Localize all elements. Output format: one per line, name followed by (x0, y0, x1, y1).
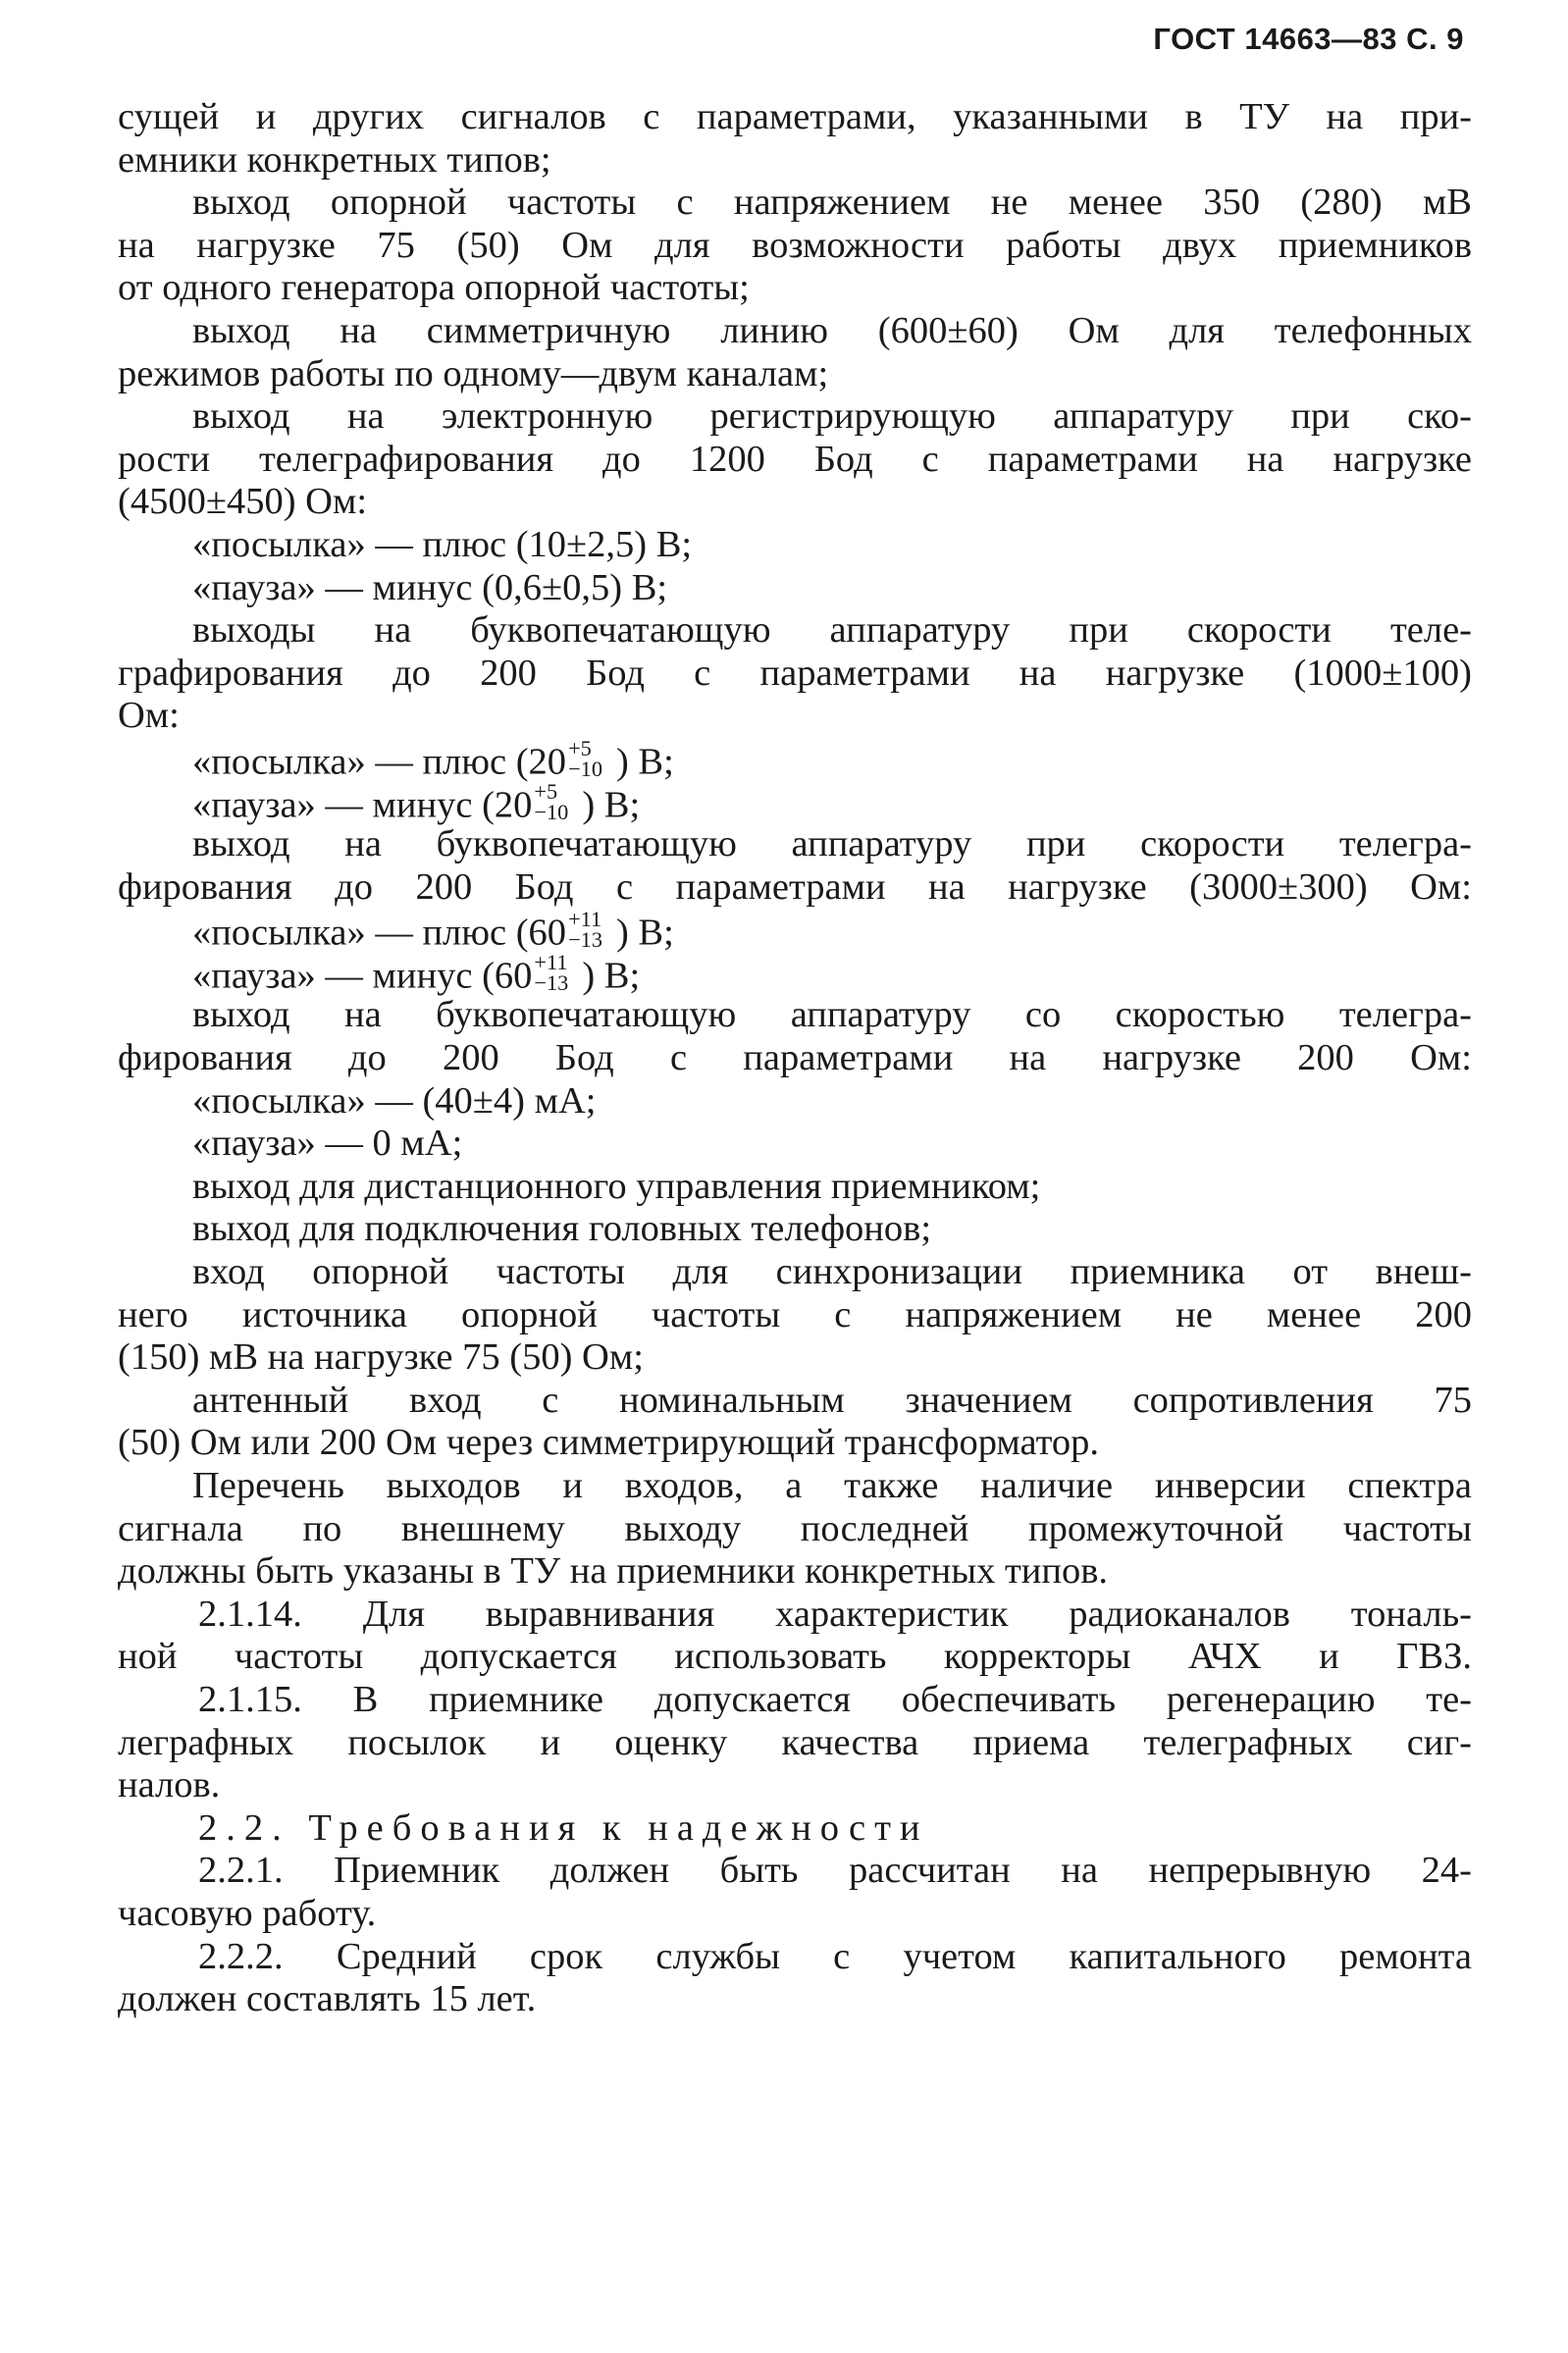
tolerance-lower: −13 (534, 970, 569, 996)
text-line: должен составлять 15 лет. (118, 1978, 537, 2020)
text-line: выход на симметричную линию (600±60) Ом для телефонных (192, 309, 1472, 351)
tolerance-lower: −10 (568, 757, 602, 782)
text-line: выход для дистанционного управления приемником; (192, 1165, 1041, 1207)
text-line: вход опорной частоты для синхронизации приемника от внеш- (192, 1251, 1472, 1293)
text-line: на нагрузке 75 (50) Ом для возможности работы двух приемников (118, 224, 1472, 266)
text-line: (4500±450) Ом: (118, 481, 368, 523)
text-line: фирования до 200 Бод с параметрами на нагрузке 200 Ом: (118, 1037, 1472, 1079)
text-line: режимов работы по одному—двум каналам; (118, 352, 829, 394)
tolerance (568, 735, 602, 782)
text-line: 2.2.1. Приемник должен быть рассчитан на непрерывную 24- (198, 1850, 1472, 1892)
formula-text: ) В; (615, 912, 674, 954)
tolerance (534, 949, 569, 996)
text-line: должны быть указаны в ТУ на приемники конкретных типов. (118, 1550, 1109, 1593)
text-line: емники конкретных типов; (118, 138, 551, 181)
tolerance-upper: +11 (534, 949, 568, 974)
text-line: «пауза» — 0 мА; (192, 1123, 463, 1165)
formula-text: «посылка» — плюс (20 (192, 741, 567, 783)
tolerance (568, 907, 602, 953)
tolerance-upper: +5 (568, 735, 592, 760)
text-line: сигнала по внешнему выходу последней промежуточной частоты (118, 1507, 1472, 1549)
text-line: от одного генератора опорной частоты; (118, 267, 750, 309)
page-header: ГОСТ 14663—83 С. 9 (1153, 22, 1464, 56)
text-line: (150) мВ на нагрузке 75 (50) Ом; (118, 1336, 644, 1379)
text-line: выход опорной частоты с напряжением не менее 350 (280) мВ (192, 182, 1472, 224)
text-line: выходы на буквопечатающую аппаратуру при скорости теле- (192, 609, 1472, 652)
text-line: налов. (118, 1764, 221, 1806)
formula-line (118, 778, 1472, 826)
text-line: 2.1.15. В приемнике допускается обеспечивать регенерацию те- (198, 1678, 1472, 1720)
tolerance (534, 778, 569, 824)
text-line: выход на электронную регистрирующую аппаратуру при ско- (192, 395, 1472, 438)
body-text (118, 96, 1472, 2021)
text-line: Перечень выходов и входов, а также наличие инверсии спектра (192, 1465, 1472, 1506)
formula-line (118, 735, 1472, 783)
tolerance-upper: +5 (534, 778, 558, 804)
text-line: антенный вход с номинальным значением сопротивления 75 (192, 1379, 1472, 1421)
formula-text: «посылка» — плюс (60 (192, 912, 567, 954)
text-line: «посылка» — (40±4) мА; (192, 1079, 597, 1122)
text-line: сущей и других сигналов с параметрами, указанными в ТУ на при- (118, 96, 1472, 137)
tolerance-lower: −10 (534, 799, 569, 824)
text-line: леграфных посылок и оценку качества приема телеграфных сиг- (118, 1721, 1472, 1763)
text-line: ной частоты допускается использовать корректоры АЧХ и ГВЗ. (118, 1636, 1472, 1678)
text-line: выход на буквопечатающую аппаратуру при скорости телегра- (192, 823, 1472, 865)
text-line: (50) Ом или 200 Ом через симметрирующий трансформатор. (118, 1422, 1100, 1464)
text-line: выход на буквопечатающую аппаратуру со скоростью телегра- (192, 994, 1472, 1036)
formula-text: ) В; (615, 741, 674, 783)
text-line: часовую работу. (118, 1892, 377, 1934)
text-line: рости телеграфирования до 1200 Бод с параметрами на нагрузке (118, 438, 1472, 480)
formula-line (118, 949, 1472, 997)
text-line: выход для подключения головных телефонов; (192, 1208, 932, 1250)
formula-text: ) В; (582, 784, 641, 826)
text-line: 2.1.14. Для выравнивания характеристик радиоканалов тональ- (198, 1593, 1472, 1635)
text-line: него источника опорной частоты с напряжением не менее 200 (118, 1293, 1472, 1335)
text-line: «пауза» — минус (0,6±0,5) В; (192, 566, 668, 608)
text-line: 2.2.2. Средний срок службы с учетом капитального ремонта (198, 1935, 1472, 1977)
text-line: «посылка» — плюс (10±2,5) В; (192, 523, 693, 565)
formula-line (118, 909, 1472, 952)
tolerance-lower: −13 (568, 927, 602, 953)
formula-text: «пауза» — минус (20 (192, 784, 533, 826)
text-line: фирования до 200 Бод с параметрами на нагрузке (3000±300) Ом: (118, 865, 1472, 908)
formula-text: «пауза» — минус (60 (192, 955, 533, 997)
text-line: графирования до 200 Бод с параметрами на нагрузке (1000±100) (118, 652, 1472, 694)
tolerance-upper: +11 (568, 907, 602, 932)
formula-text: ) В; (582, 955, 641, 997)
section-heading: 2.2. Требования к надежности (198, 1806, 929, 1849)
text-line: Ом: (118, 695, 180, 737)
